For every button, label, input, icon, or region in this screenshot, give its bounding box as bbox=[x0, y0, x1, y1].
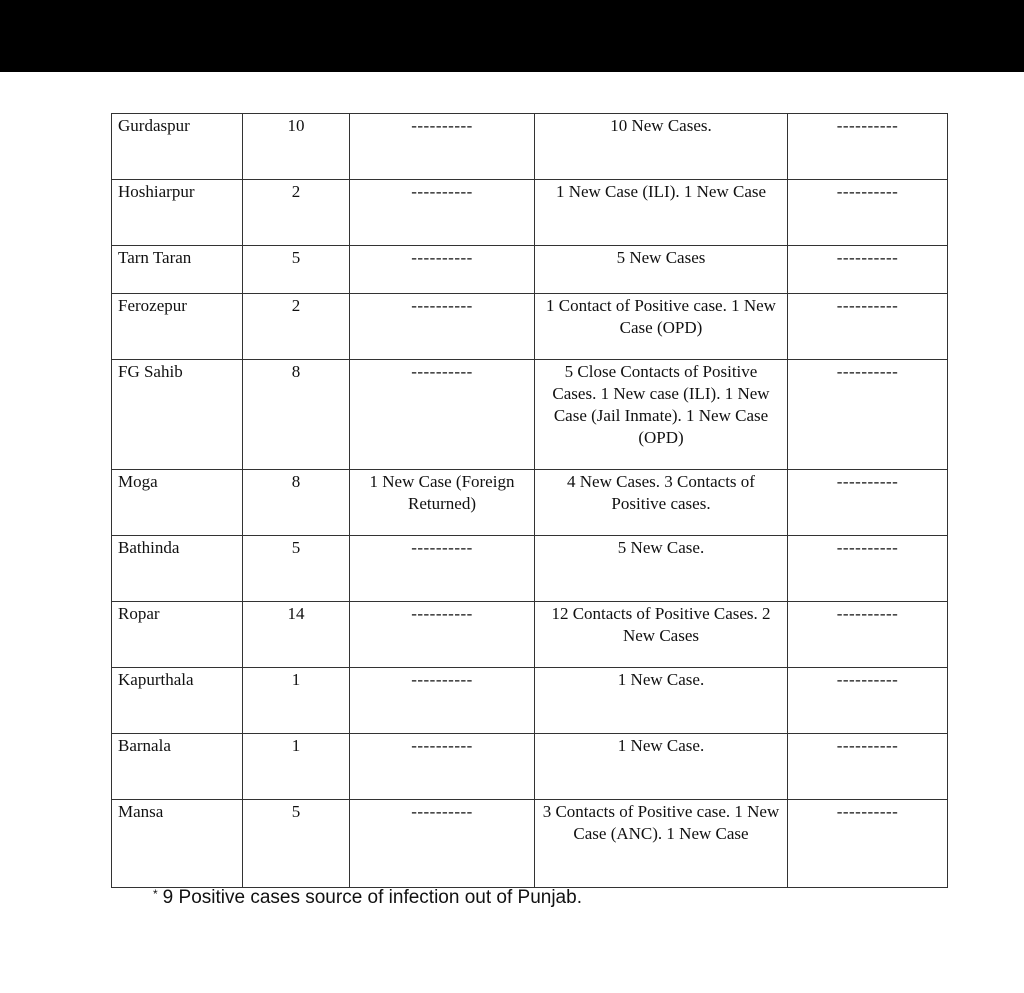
foreign-returned-cell: ---------- bbox=[350, 114, 535, 180]
footnote bbox=[153, 887, 582, 909]
last-column-cell: ---------- bbox=[788, 114, 948, 180]
count-cell: 2 bbox=[243, 294, 350, 360]
foreign-returned-cell: ---------- bbox=[350, 180, 535, 246]
details-cell: 1 New Case. bbox=[535, 668, 788, 734]
details-cell: 4 New Cases. 3 Contacts of Positive cases. bbox=[535, 470, 788, 536]
district-cell: Gurdaspur bbox=[112, 114, 243, 180]
footnote-marker: * bbox=[153, 887, 158, 901]
count-cell: 8 bbox=[243, 470, 350, 536]
table-row bbox=[112, 180, 948, 246]
table-row bbox=[112, 734, 948, 800]
count-cell: 1 bbox=[243, 668, 350, 734]
table-row bbox=[112, 114, 948, 180]
count-cell: 1 bbox=[243, 734, 350, 800]
last-column-cell: ---------- bbox=[788, 800, 948, 888]
count-cell: 5 bbox=[243, 536, 350, 602]
foreign-returned-cell: ---------- bbox=[350, 734, 535, 800]
table-row bbox=[112, 536, 948, 602]
district-cell: Kapurthala bbox=[112, 668, 243, 734]
table-row bbox=[112, 602, 948, 668]
last-column-cell: ---------- bbox=[788, 470, 948, 536]
count-cell: 8 bbox=[243, 360, 350, 470]
table-row bbox=[112, 800, 948, 888]
details-cell: 5 Close Contacts of Positive Cases. 1 New case (ILI). 1 New Case (Jail Inmate). 1 New Case (OPD) bbox=[535, 360, 788, 470]
district-cell: Tarn Taran bbox=[112, 246, 243, 294]
details-cell: 5 New Case. bbox=[535, 536, 788, 602]
district-cell: Ferozepur bbox=[112, 294, 243, 360]
table-row bbox=[112, 246, 948, 294]
details-cell: 1 Contact of Positive case. 1 New Case (OPD) bbox=[535, 294, 788, 360]
foreign-returned-cell: ---------- bbox=[350, 360, 535, 470]
details-cell: 1 New Case (ILI). 1 New Case bbox=[535, 180, 788, 246]
district-cell: Ropar bbox=[112, 602, 243, 668]
details-cell: 1 New Case. bbox=[535, 734, 788, 800]
count-cell: 10 bbox=[243, 114, 350, 180]
last-column-cell: ---------- bbox=[788, 180, 948, 246]
last-column-cell: ---------- bbox=[788, 602, 948, 668]
count-cell: 2 bbox=[243, 180, 350, 246]
foreign-returned-cell: 1 New Case (Foreign Returned) bbox=[350, 470, 535, 536]
foreign-returned-cell: ---------- bbox=[350, 800, 535, 888]
last-column-cell: ---------- bbox=[788, 536, 948, 602]
district-cell: Mansa bbox=[112, 800, 243, 888]
foreign-returned-cell: ---------- bbox=[350, 602, 535, 668]
foreign-returned-cell: ---------- bbox=[350, 668, 535, 734]
top-black-bar bbox=[0, 0, 1024, 72]
details-cell: 12 Contacts of Positive Cases. 2 New Cases bbox=[535, 602, 788, 668]
district-cell: Barnala bbox=[112, 734, 243, 800]
count-cell: 5 bbox=[243, 800, 350, 888]
details-cell: 3 Contacts of Positive case. 1 New Case (ANC). 1 New Case bbox=[535, 800, 788, 888]
district-cell: Bathinda bbox=[112, 536, 243, 602]
district-cases-table bbox=[111, 113, 948, 888]
footnote-text: 9 Positive cases source of infection out of Punjab. bbox=[162, 887, 582, 908]
table-row bbox=[112, 360, 948, 470]
foreign-returned-cell: ---------- bbox=[350, 246, 535, 294]
last-column-cell: ---------- bbox=[788, 360, 948, 470]
foreign-returned-cell: ---------- bbox=[350, 536, 535, 602]
district-cell: FG Sahib bbox=[112, 360, 243, 470]
count-cell: 14 bbox=[243, 602, 350, 668]
last-column-cell: ---------- bbox=[788, 246, 948, 294]
last-column-cell: ---------- bbox=[788, 294, 948, 360]
table-row bbox=[112, 470, 948, 536]
table-row bbox=[112, 294, 948, 360]
district-cell: Hoshiarpur bbox=[112, 180, 243, 246]
foreign-returned-cell: ---------- bbox=[350, 294, 535, 360]
last-column-cell: ---------- bbox=[788, 668, 948, 734]
district-cell: Moga bbox=[112, 470, 243, 536]
table-row bbox=[112, 668, 948, 734]
last-column-cell: ---------- bbox=[788, 734, 948, 800]
details-cell: 10 New Cases. bbox=[535, 114, 788, 180]
details-cell: 5 New Cases bbox=[535, 246, 788, 294]
count-cell: 5 bbox=[243, 246, 350, 294]
